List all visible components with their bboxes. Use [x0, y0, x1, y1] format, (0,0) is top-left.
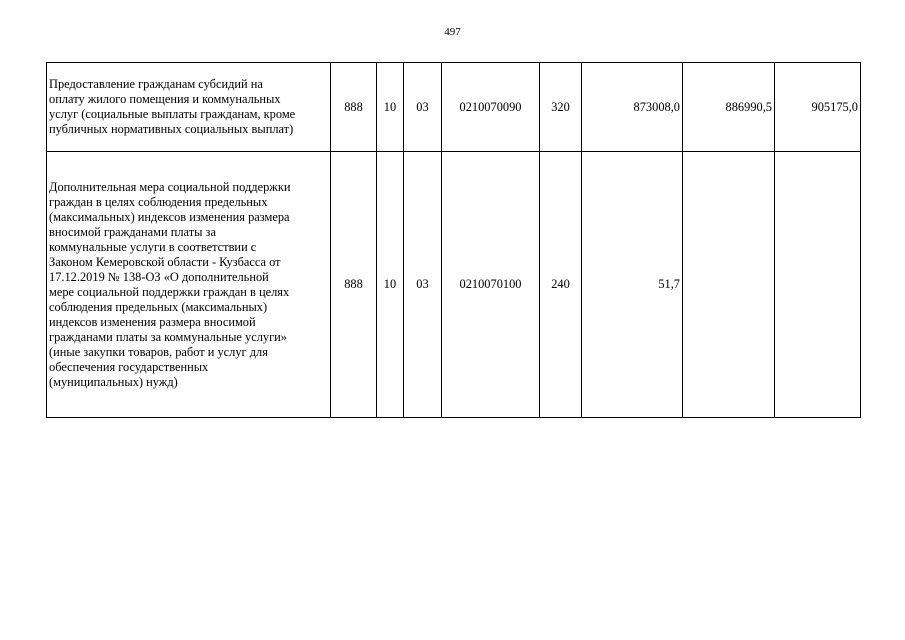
section-code-cell: 10: [377, 63, 404, 152]
amount-year2-cell: [683, 152, 775, 418]
amount-year1-cell: 51,7: [582, 152, 683, 418]
table-row: [47, 152, 861, 418]
subsection-code-cell: 03: [404, 152, 442, 418]
amount-year2-cell: 886990,5: [683, 63, 775, 152]
expense-name-cell: Предоставление гражданам субсидий на оплату жилого помещения и коммунальных услуг (социальные выплаты гражданам, кроме публичных нормативных социальных выплат): [47, 63, 331, 152]
expense-name-cell: Дополнительная мера социальной поддержки граждан в целях соблюдения предельных (максимальных) индексов изменения размера вносимой гражданами платы за коммунальные услуги в соответствии с Законом Кемеровской области - Кузбасса от 17.12.2019 № 138-ОЗ «О дополнительной мере социальной поддержки граждан в целях соблюдения предельных (максимальных) индексов изменения размера вносимой гражданами платы за коммунальные услуги» (иные закупки товаров, работ и услуг для обеспечения государственных (муниципальных) нужд): [47, 152, 331, 418]
expense-type-cell: 240: [540, 152, 582, 418]
section-code-cell: 10: [377, 152, 404, 418]
page-number: 497: [444, 26, 461, 38]
target-item-cell: 0210070100: [442, 152, 540, 418]
ministry-code-cell: 888: [331, 152, 377, 418]
table-row: [47, 63, 861, 152]
ministry-code-cell: 888: [331, 63, 377, 152]
amount-year3-cell: [775, 152, 861, 418]
target-item-cell: 0210070090: [442, 63, 540, 152]
subsection-code-cell: 03: [404, 63, 442, 152]
amount-year3-cell: 905175,0: [775, 63, 861, 152]
expense-type-cell: 320: [540, 63, 582, 152]
amount-year1-cell: 873008,0: [582, 63, 683, 152]
budget-table: [46, 62, 861, 418]
